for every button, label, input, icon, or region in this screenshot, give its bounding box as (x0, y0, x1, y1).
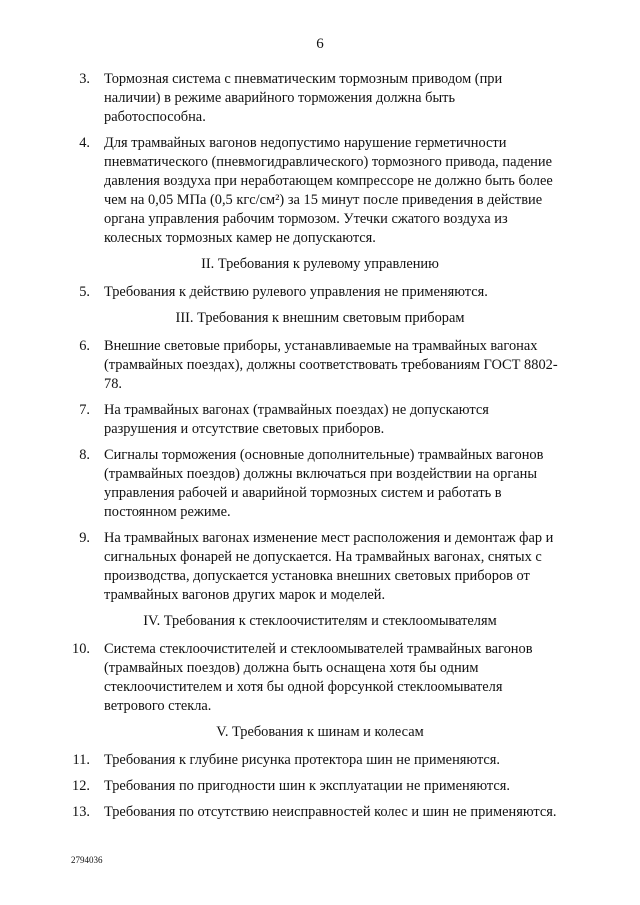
list-item (0, 803, 640, 822)
list-item (0, 134, 640, 248)
section-heading: V. Требования к шинам и колесам (216, 724, 424, 740)
list-item (0, 777, 640, 796)
list-item (0, 529, 640, 605)
item-number: 11. (72, 752, 90, 768)
item-number: 13. (72, 804, 90, 820)
item-text: Требования по отсутствию неисправностей колес и шин не применяются. (104, 804, 557, 820)
item-text: Система стеклоочистителей и стеклоомывателей трамвайных вагонов (трамвайных поездов) должна быть оснащена хотя бы одним стеклоочистителем и хотя бы одной форсункой стеклоомывателя ветрового стекла. (104, 641, 533, 714)
page-number: 6 (316, 36, 324, 52)
item-number: 8. (79, 447, 90, 463)
document-code: 2794036 (71, 855, 103, 865)
item-text: На трамвайных вагонах (трамвайных поездах) не допускаются разрушения и отсутствие световых приборов. (104, 402, 489, 437)
section-heading: IV. Требования к стеклоочистителям и стеклоомывателям (143, 613, 497, 629)
item-number: 10. (72, 641, 90, 657)
item-text: На трамвайных вагонах изменение мест расположения и демонтаж фар и сигнальных фонарей не допускается. На трамвайных вагонах, снятых с производства, допускается установка внешних световых приборов от трамвайных вагонов других марок и моделей. (104, 530, 554, 603)
item-text: Требования по пригодности шин к эксплуатации не применяются. (104, 778, 510, 794)
list-item (0, 751, 640, 770)
item-number: 5. (79, 284, 90, 300)
item-number: 3. (79, 71, 90, 87)
list-item (0, 283, 640, 302)
item-text: Внешние световые приборы, устанавливаемые на трамвайных вагонах (трамвайных поездах), должны соответствовать требованиям ГОСТ 8802-78. (104, 338, 558, 392)
item-number: 4. (79, 135, 90, 151)
item-text: Для трамвайных вагонов недопустимо нарушение герметичности пневматического (пневмогидравлического) тормозного привода, падение давления воздуха при неработающем компрессоре не должно быть более чем на 0,05 МПа (0,5 кгс/см²) за 15 минут после приведения в действие органа управления рабочим тормозом. Утечки сжатого воздуха из колесных тормозных камер не допускаются. (104, 135, 553, 246)
item-text: Сигналы торможения (основные дополнительные) трамвайных вагонов (трамвайных поездов) должны включаться при воздействии на органы управления рабочей и аварийной тормозных систем и работать в постоянном режиме. (104, 447, 544, 520)
section-heading: II. Требования к рулевому управлению (201, 256, 439, 272)
item-number: 12. (72, 778, 90, 794)
item-text: Тормозная система с пневматическим тормозным приводом (при наличии) в режиме аварийного торможения должна быть работоспособна. (104, 71, 503, 125)
item-text: Требования к действию рулевого управления не применяются. (104, 284, 488, 300)
list-item (0, 446, 640, 522)
section-heading: III. Требования к внешним световым приборам (175, 310, 465, 326)
list-item (0, 70, 640, 127)
item-text: Требования к глубине рисунка протектора шин не применяются. (104, 752, 501, 768)
item-number: 9. (79, 530, 90, 546)
document-body (0, 70, 640, 829)
item-number: 7. (79, 402, 90, 418)
list-item (0, 640, 640, 716)
list-item (0, 401, 640, 439)
list-item (0, 337, 640, 394)
item-number: 6. (79, 338, 90, 354)
